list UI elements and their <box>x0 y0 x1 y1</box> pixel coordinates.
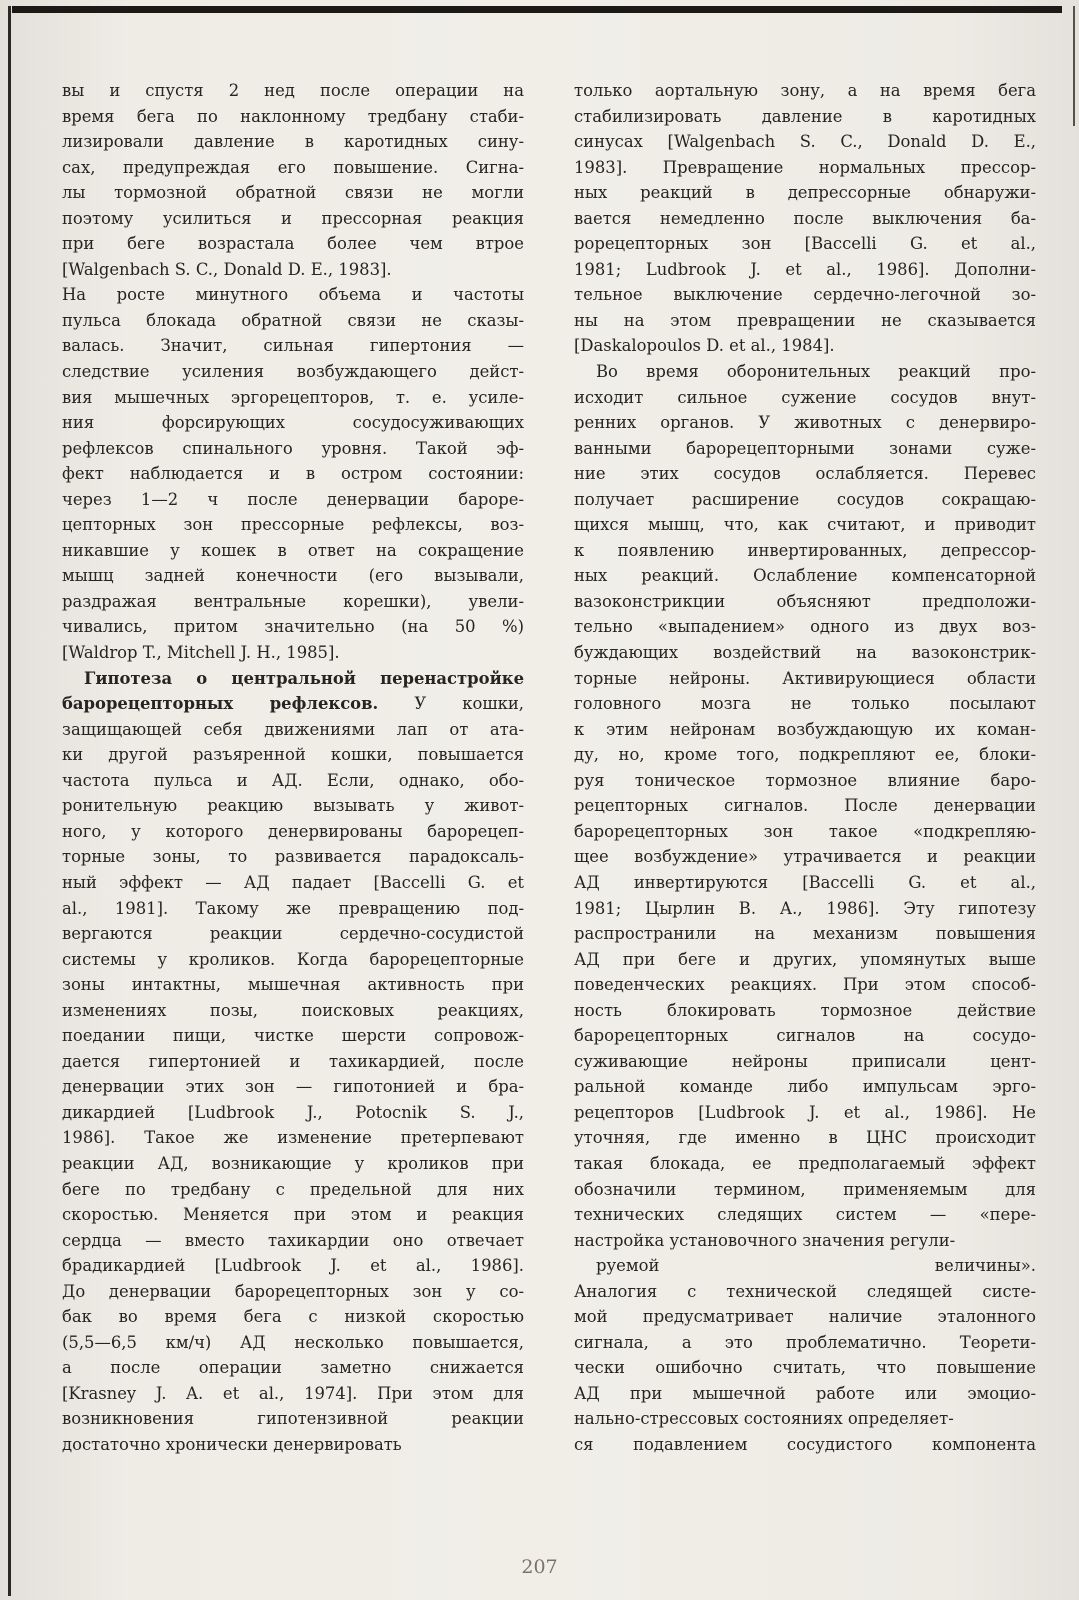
text-line: щихся мышц, что, как считают, и приводит <box>574 515 1036 535</box>
text-line: ных реакций. Ослабление компенсаторной <box>574 566 1036 586</box>
text-line: руя тоническое тормозное влияние баро- <box>574 770 1036 790</box>
text-line: лизировали давление в каротидных сину- <box>62 132 524 152</box>
text-line: следствие усиления возбуждающего дейст- <box>62 362 524 382</box>
text-line: На росте минутного объема и частоты <box>62 285 524 305</box>
right-text-column <box>574 78 1036 1458</box>
text-line: скоростью. Меняется при этом и реакция <box>62 1205 524 1225</box>
text-line: ду, но, кроме того, подкрепляют ее, блоки- <box>574 745 1036 765</box>
text-line: достаточно хронически денервировать <box>62 1434 402 1454</box>
text-line: защищающей себя движениями лап от ата- <box>62 719 524 739</box>
text-line: поедании пищи, чистке шерсти сопровож- <box>62 1026 524 1046</box>
text-line: 1981; Цырлин В. А., 1986]. Эту гипотезу <box>574 898 1036 918</box>
text-line: вия мышечных эргорецепторов, т. е. усиле- <box>62 387 524 407</box>
text-line: технических следящих систем — «пере- <box>574 1205 1036 1225</box>
text-line: время бега по наклонному тредбану стаби- <box>62 106 524 126</box>
text-line: получает расширение сосудов сокращаю- <box>574 489 1036 509</box>
text-line: чивались, притом значительно (на 50 %) <box>62 617 524 637</box>
text-line: вергаются реакции сердечно-сосудистой <box>62 924 524 944</box>
text-line: ния форсирующих сосудосуживающих <box>62 413 524 433</box>
text-line: руемой величины». <box>596 1256 1036 1276</box>
text-line: при беге возрастала более чем втрое <box>62 234 524 254</box>
text-line: сердца — вместо тахикардии оно отвечает <box>62 1230 524 1250</box>
text-line: ванными барорецепторными зонами суже- <box>574 438 1036 458</box>
text-line: торные зоны, то развивается парадоксаль- <box>62 847 524 867</box>
text-line: стабилизировать давление в каротидных <box>574 106 1036 126</box>
text-line: мышц задней конечности (его вызывали, <box>62 566 524 586</box>
text-line: вается немедленно после выключения ба- <box>574 208 1036 228</box>
text-line: головного мозга не только посылают <box>574 694 1036 714</box>
text-line: мой предусматривает наличие эталонного <box>574 1307 1036 1327</box>
text-line: только аортальную зону, а на время бега <box>574 81 1036 100</box>
bold-heading: Гипотеза о центральной перенастройке <box>84 668 524 688</box>
text-line: сах, предупреждая его повышение. Сигна- <box>62 157 524 177</box>
text-line: барорецепторных зон такое «подкрепляю- <box>574 821 1036 841</box>
text-line: Аналогия с технической следящей систе- <box>574 1281 1036 1301</box>
bold-heading: барорецепторных рефлексов. <box>62 694 379 714</box>
text-line: пульса блокада обратной связи не сказы- <box>62 310 524 330</box>
text-line <box>62 666 524 692</box>
text-line: рорецепторных зон [Baccelli G. et al., <box>574 234 1036 254</box>
text-line: барорецепторных рефлексов. У кошки, <box>62 694 524 714</box>
text-line: цепторных зон прессорные рефлексы, воз- <box>62 515 524 535</box>
text-line: тельно «выпадением» одного из двух воз- <box>574 617 1036 637</box>
text-line: а после операции заметно снижается <box>62 1358 524 1378</box>
text-line: вазоконстрикции объясняют предположи- <box>574 591 1036 611</box>
text-line: сигнала, а это проблематично. Теорети- <box>574 1332 1036 1352</box>
text-line: брадикардией [Ludbrook J. et al., 1986]. <box>62 1256 524 1276</box>
text-line: такая блокада, ее предполагаемый эффект <box>574 1153 1036 1173</box>
text-line: [Krasney J. A. et al., 1974]. При этом для <box>62 1383 524 1403</box>
text-line: беге по тредбану с предельной для них <box>62 1179 524 1199</box>
text-line: изменениях позы, поисковых реакциях, <box>62 1000 524 1020</box>
scan-left-edge <box>8 6 11 1596</box>
text-line: синусах [Walgenbach S. C., Donald D. E., <box>574 132 1036 152</box>
text-line: До денервации барорецепторных зон у со- <box>62 1281 524 1301</box>
scan-right-edge <box>1073 6 1075 126</box>
text-line: исходит сильное сужение сосудов внут- <box>574 387 1036 407</box>
text-line: к появлению инвертированных, депрессор- <box>574 540 1036 560</box>
text-line: обозначили термином, применяемым для <box>574 1179 1036 1199</box>
text-line: раздражая вентральные корешки), увели- <box>62 591 524 611</box>
text-line: щее возбуждение» утрачивается и реакции <box>574 847 1036 867</box>
text-line: al., 1981]. Такому же превращению под- <box>62 898 524 918</box>
text-line: чески ошибочно считать, что повышение <box>574 1358 1036 1378</box>
text-line: АД при мышечной работе или эмоцио- <box>574 1383 1036 1403</box>
text-line: ральной команде либо импульсам эрго- <box>574 1077 1036 1097</box>
text-line: распространили на механизм повышения <box>574 924 1036 944</box>
text-line: реакции АД, возникающие у кроликов при <box>62 1153 524 1173</box>
text-line: 1986]. Такое же изменение претерпевают <box>62 1128 524 1148</box>
text-line: 1983]. Превращение нормальных прессор- <box>574 157 1036 177</box>
text-line: системы у кроликов. Когда барорецепторные <box>62 949 524 969</box>
text-line: нально-стрессовых состояниях определяет- <box>574 1409 954 1429</box>
text-line: суживающие нейроны приписали цент- <box>574 1051 1036 1071</box>
text-line: возникновения гипотензивной реакции <box>62 1409 524 1429</box>
text-line: дается гипертонией и тахикардией, после <box>62 1051 524 1071</box>
text-line: рецепторных сигналов. После денервации <box>574 796 1036 816</box>
page-number: 207 <box>521 1556 558 1578</box>
text-line: денервации этих зон — гипотонией и бра- <box>62 1077 524 1097</box>
text-line: (5,5—6,5 км/ч) АД несколько повышается, <box>62 1332 524 1352</box>
text-line: ных реакций в депрессорные обнаружи- <box>574 183 1036 203</box>
text-line: рецепторов [Ludbrook J. et al., 1986]. Не <box>574 1102 1036 1122</box>
text-line: барорецепторных сигналов на сосудо- <box>574 1026 1036 1046</box>
text-line: ки другой разъяренной кошки, повышается <box>62 745 524 765</box>
text-line: АД инвертируются [Baccelli G. et al., <box>574 872 1036 892</box>
text-line: уточняя, где именно в ЦНС происходит <box>574 1128 1036 1148</box>
text-line: ный эффект — АД падает [Baccelli G. et <box>62 872 524 892</box>
text-line: настройка установочного значения регули- <box>574 1230 956 1250</box>
text-line: ного, у которого денервированы барорецеп- <box>62 821 524 841</box>
text-line: никавшие у кошек в ответ на сокращение <box>62 540 524 560</box>
text-line: ность блокировать тормозное действие <box>574 1000 1036 1020</box>
left-text-column <box>62 78 524 1458</box>
text-line: к этим нейронам возбуждающую их коман- <box>574 719 1036 739</box>
text-line: [Walgenbach S. C., Donald D. E., 1983]. <box>62 259 392 279</box>
scan-top-border <box>12 6 1062 13</box>
text-line: через 1—2 ч после денервации бароре- <box>62 489 524 509</box>
text-line: зоны интактны, мышечная активность при <box>62 975 524 995</box>
text-line: АД при беге и других, упомянутых выше <box>574 949 1036 969</box>
text-line: дикардией [Ludbrook J., Potocnik S. J., <box>62 1102 524 1122</box>
text-line: валась. Значит, сильная гипертония — <box>62 336 524 356</box>
text-line: бак во время бега с низкой скоростью <box>62 1307 524 1327</box>
text-line: поведенческих реакциях. При этом способ- <box>574 975 1036 995</box>
text-line: ся подавлением сосудистого компонента <box>574 1434 1036 1454</box>
text-line: фект наблюдается и в остром состоянии: <box>62 464 524 484</box>
text-line: ренних органов. У животных с денервиро- <box>574 413 1036 433</box>
text-line: частота пульса и АД. Если, однако, обо- <box>62 770 524 790</box>
text-line: [Daskalopoulos D. et al., 1984]. <box>574 336 835 356</box>
text-line: лы тормозной обратной связи не могли <box>62 183 524 203</box>
text-line: поэтому усилиться и прессорная реакция <box>62 208 524 228</box>
text-line: ны на этом превращении не сказывается <box>574 310 1036 330</box>
text-line: торные нейроны. Активирующиеся области <box>574 668 1036 688</box>
text-line: [Waldrop T., Mitchell J. H., 1985]. <box>62 643 340 663</box>
text-line: ние этих сосудов ослабляется. Перевес <box>574 464 1036 484</box>
text-line: вы и спустя 2 нед после операции на <box>62 81 524 100</box>
text-line: Во время оборонительных реакций про- <box>596 362 1036 382</box>
text-line: буждающих воздействий на вазоконстрик- <box>574 643 1036 663</box>
text-line: 1981; Ludbrook J. et al., 1986]. Дополни- <box>574 259 1036 279</box>
text-line: ронительную реакцию вызывать у живот- <box>62 796 524 816</box>
text-line: тельное выключение сердечно-легочной зо- <box>574 285 1036 305</box>
text-line: рефлексов спинального уровня. Такой эф- <box>62 438 524 458</box>
